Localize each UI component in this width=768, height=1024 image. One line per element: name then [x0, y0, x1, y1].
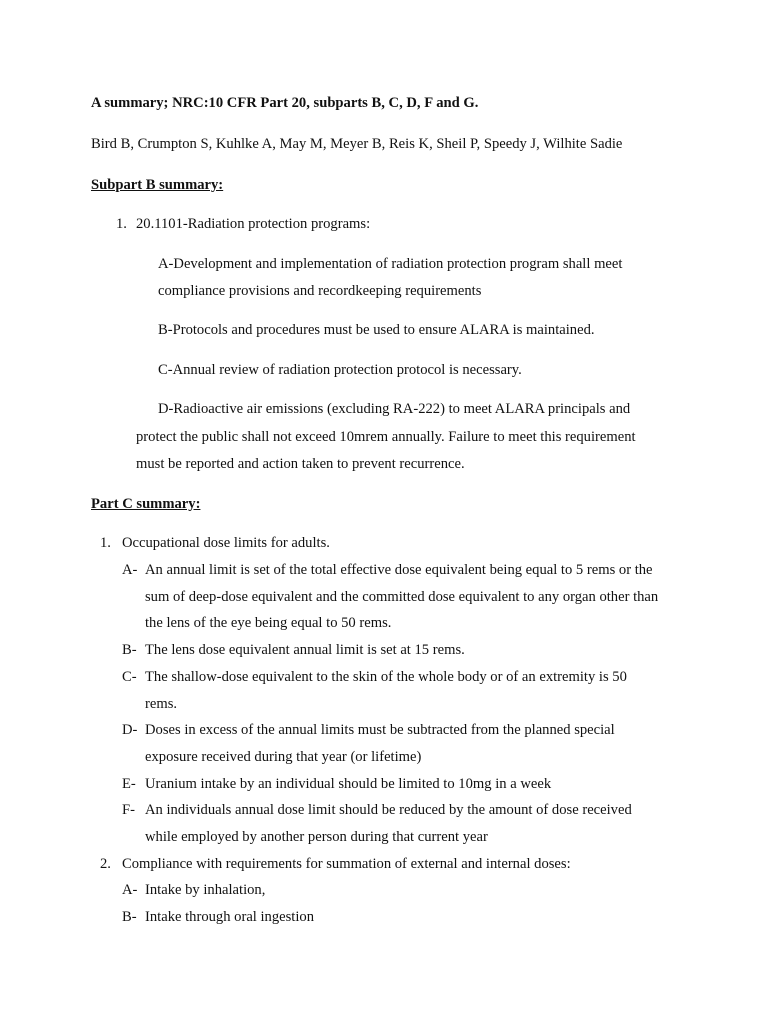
list-number: 1.: [100, 535, 111, 551]
part-c-heading: Part C summary:: [91, 496, 201, 512]
sublist-line: Intake through oral ingestion: [145, 909, 315, 925]
sublist-line: the lens of the eye being equal to 50 rems.: [145, 615, 392, 631]
sublist-line: sum of deep-dose equivalent and the committed dose equivalent to any organ other than: [145, 589, 659, 605]
sublist-line: while employed by another person during that current year: [145, 829, 488, 845]
sublist-label: D-: [122, 722, 138, 738]
sublist-label: B-: [122, 909, 137, 925]
list-number: 1.: [116, 216, 127, 232]
sublist-label: E-: [122, 776, 136, 792]
list-item-text: Compliance with requirements for summation of external and internal doses:: [122, 856, 571, 872]
paragraph-line: compliance provisions and recordkeeping requirements: [158, 283, 482, 299]
paragraph-line: A-Development and implementation of radiation protection program shall meet: [158, 256, 623, 272]
paragraph-line: protect the public shall not exceed 10mrem annually. Failure to meet this requirement: [136, 429, 636, 445]
sublist-label: B-: [122, 642, 137, 658]
sublist-label: C-: [122, 669, 137, 685]
sublist-line: An annual limit is set of the total effective dose equivalent being equal to 5 rems or the: [145, 562, 653, 578]
sublist-label: A-: [122, 562, 138, 578]
paragraph-line: D-Radioactive air emissions (excluding RA-222) to meet ALARA principals and: [158, 401, 631, 417]
list-item-text: Occupational dose limits for adults.: [122, 535, 330, 551]
paragraph-line: C-Annual review of radiation protection protocol is necessary.: [158, 362, 522, 378]
sublist-line: Doses in excess of the annual limits must be subtracted from the planned special: [145, 722, 615, 738]
paragraph-line: B-Protocols and procedures must be used to ensure ALARA is maintained.: [158, 322, 595, 338]
sublist-line: Intake by inhalation,: [145, 882, 266, 898]
sublist-line: The lens dose equivalent annual limit is set at 15 rems.: [145, 642, 465, 658]
sublist-line: exposure received during that year (or lifetime): [145, 749, 422, 765]
list-number: 2.: [100, 856, 111, 872]
document-title: A summary; NRC:10 CFR Part 20, subparts B, C, D, F and G.: [91, 95, 479, 111]
sublist-label: F-: [122, 802, 135, 818]
paragraph-line: must be reported and action taken to prevent recurrence.: [136, 456, 465, 472]
document-authors: Bird B, Crumpton S, Kuhlke A, May M, Meyer B, Reis K, Sheil P, Speedy J, Wilhite Sadie: [91, 136, 623, 152]
sublist-line: An individuals annual dose limit should be reduced by the amount of dose received: [145, 802, 632, 818]
subpart-b-heading: Subpart B summary:: [91, 177, 224, 193]
sublist-line: Uranium intake by an individual should be limited to 10mg in a week: [145, 776, 552, 792]
sublist-line: rems.: [145, 696, 178, 712]
sublist-label: A-: [122, 882, 138, 898]
list-item-text: 20.1101-Radiation protection programs:: [136, 216, 371, 232]
sublist-line: The shallow-dose equivalent to the skin of the whole body or of an extremity is 50: [145, 669, 627, 685]
